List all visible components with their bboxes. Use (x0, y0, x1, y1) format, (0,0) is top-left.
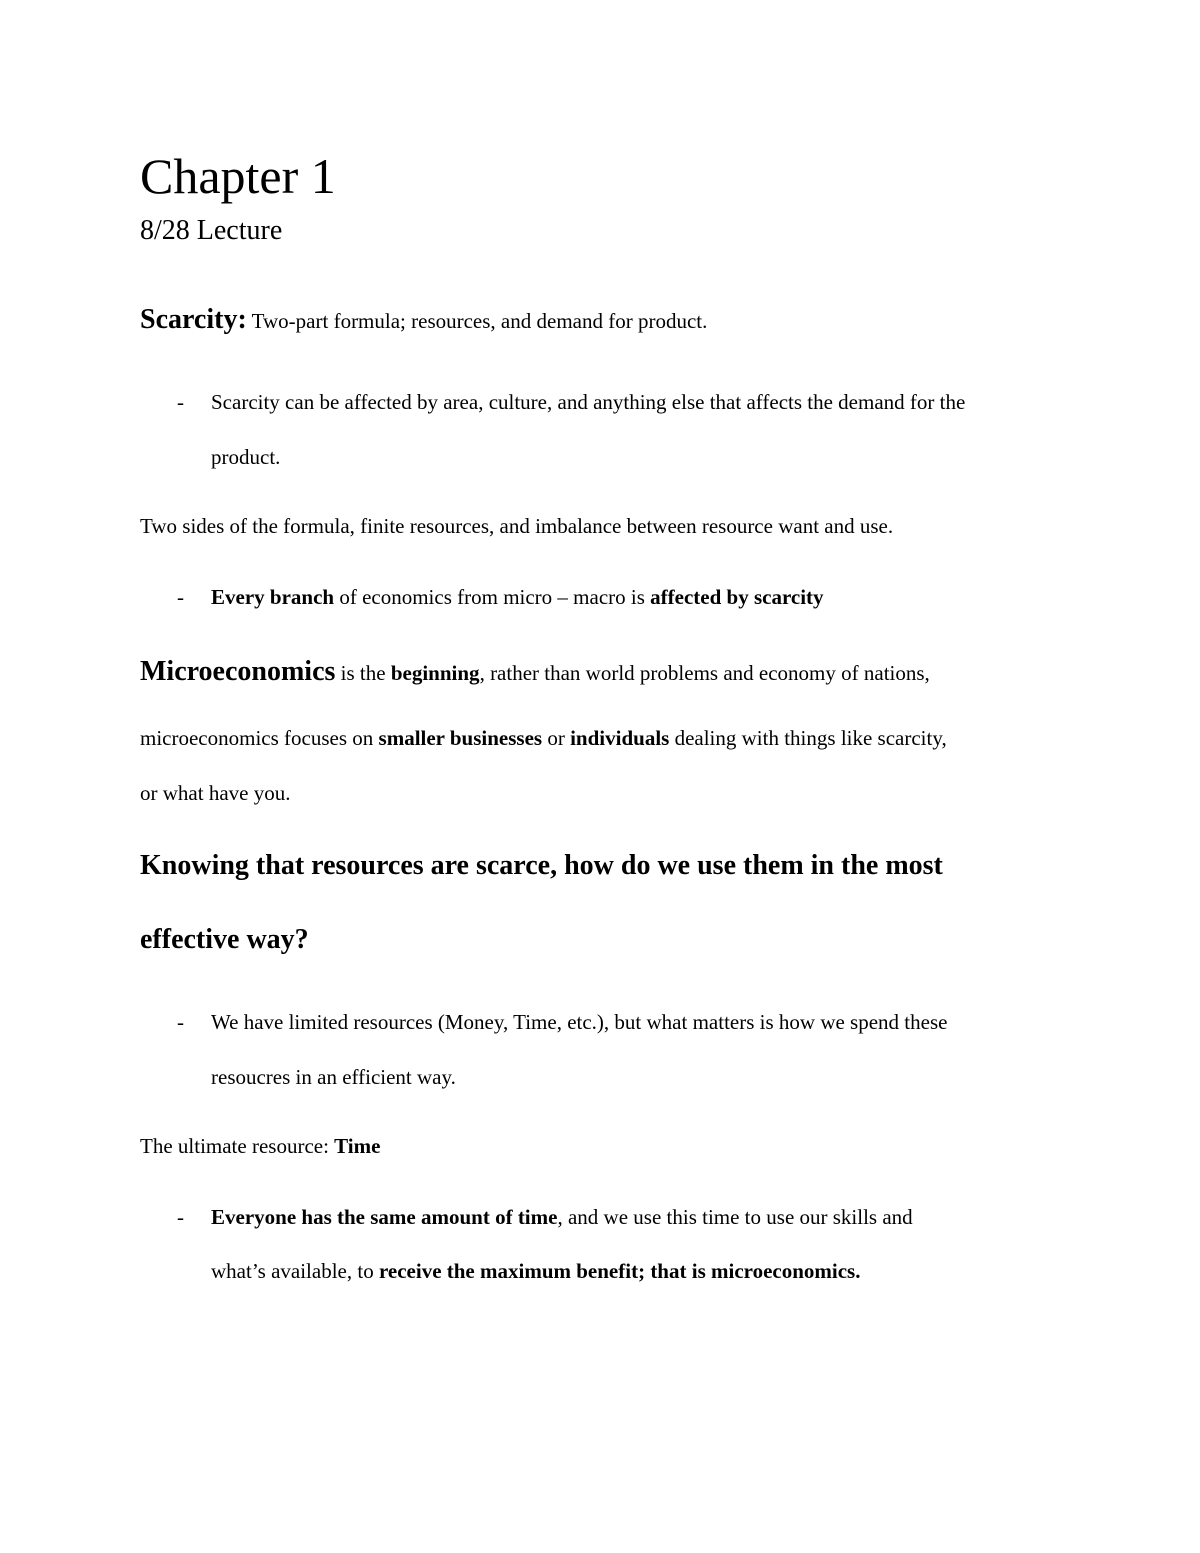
question-heading-line2: effective way? (140, 924, 309, 955)
micro-line2 (140, 724, 947, 752)
bullet2-line (211, 583, 824, 611)
bullet3-line2: resoucres in an efficient way. (211, 1065, 456, 1089)
micro-text: , rather than world problems and economy of nations, (479, 661, 930, 685)
two-sides-text: Two sides of the formula, finite resources, and imbalance between resource want and use. (140, 514, 894, 538)
ultimate-resource (140, 1132, 380, 1160)
bullet1-line2: product. (211, 445, 281, 469)
scarcity-definition (140, 300, 707, 341)
bullet4-line1 (211, 1203, 913, 1231)
ultimate-bold: Time (334, 1134, 381, 1158)
ultimate-text: The ultimate resource: (140, 1134, 335, 1158)
scarcity-term: Scarcity: (140, 304, 247, 335)
chapter-title: Chapter 1 (140, 148, 336, 204)
micro-bold: beginning (390, 661, 480, 685)
bullet3-line1: We have limited resources (Money, Time, etc.), but what matters is how we spend these (211, 1010, 948, 1034)
micro-text: or (542, 726, 571, 750)
micro-bold: individuals (570, 726, 670, 750)
bullet4-bold: Everyone has the same amount of time (211, 1205, 558, 1229)
micro-line1 (140, 652, 930, 693)
micro-text: is the (335, 661, 391, 685)
bullet-dash: - (177, 585, 184, 609)
bullet-dash: - (177, 390, 184, 414)
bullet-dash: - (177, 1205, 184, 1229)
bullet4-line2 (211, 1257, 860, 1285)
lecture-date: 8/28 Lecture (140, 215, 283, 246)
bullet4-text: , and we use this time to use our skills and (557, 1205, 913, 1229)
micro-line3: or what have you. (140, 781, 291, 805)
bullet-dash: - (177, 1010, 184, 1034)
scarcity-text: Two-part formula; resources, and demand for product. (246, 309, 708, 333)
bullet2-bold2: affected by scarcity (650, 585, 824, 609)
bullet1-line1: Scarcity can be affected by area, culture, and anything else that affects the demand for the (211, 390, 966, 414)
question-heading-line1: Knowing that resources are scarce, how do we use them in the most (140, 850, 943, 881)
micro-bold: smaller businesses (378, 726, 543, 750)
bullet2-bold1: Every branch (211, 585, 335, 609)
micro-text: microeconomics focuses on (140, 726, 379, 750)
micro-text: dealing with things like scarcity, (669, 726, 947, 750)
bullet2-text1: of economics from micro – macro is (334, 585, 651, 609)
bullet4-bold: receive the maximum benefit; that is microeconomics. (378, 1259, 861, 1283)
micro-term: Microeconomics (140, 656, 336, 687)
bullet4-text: what’s available, to (211, 1259, 379, 1283)
